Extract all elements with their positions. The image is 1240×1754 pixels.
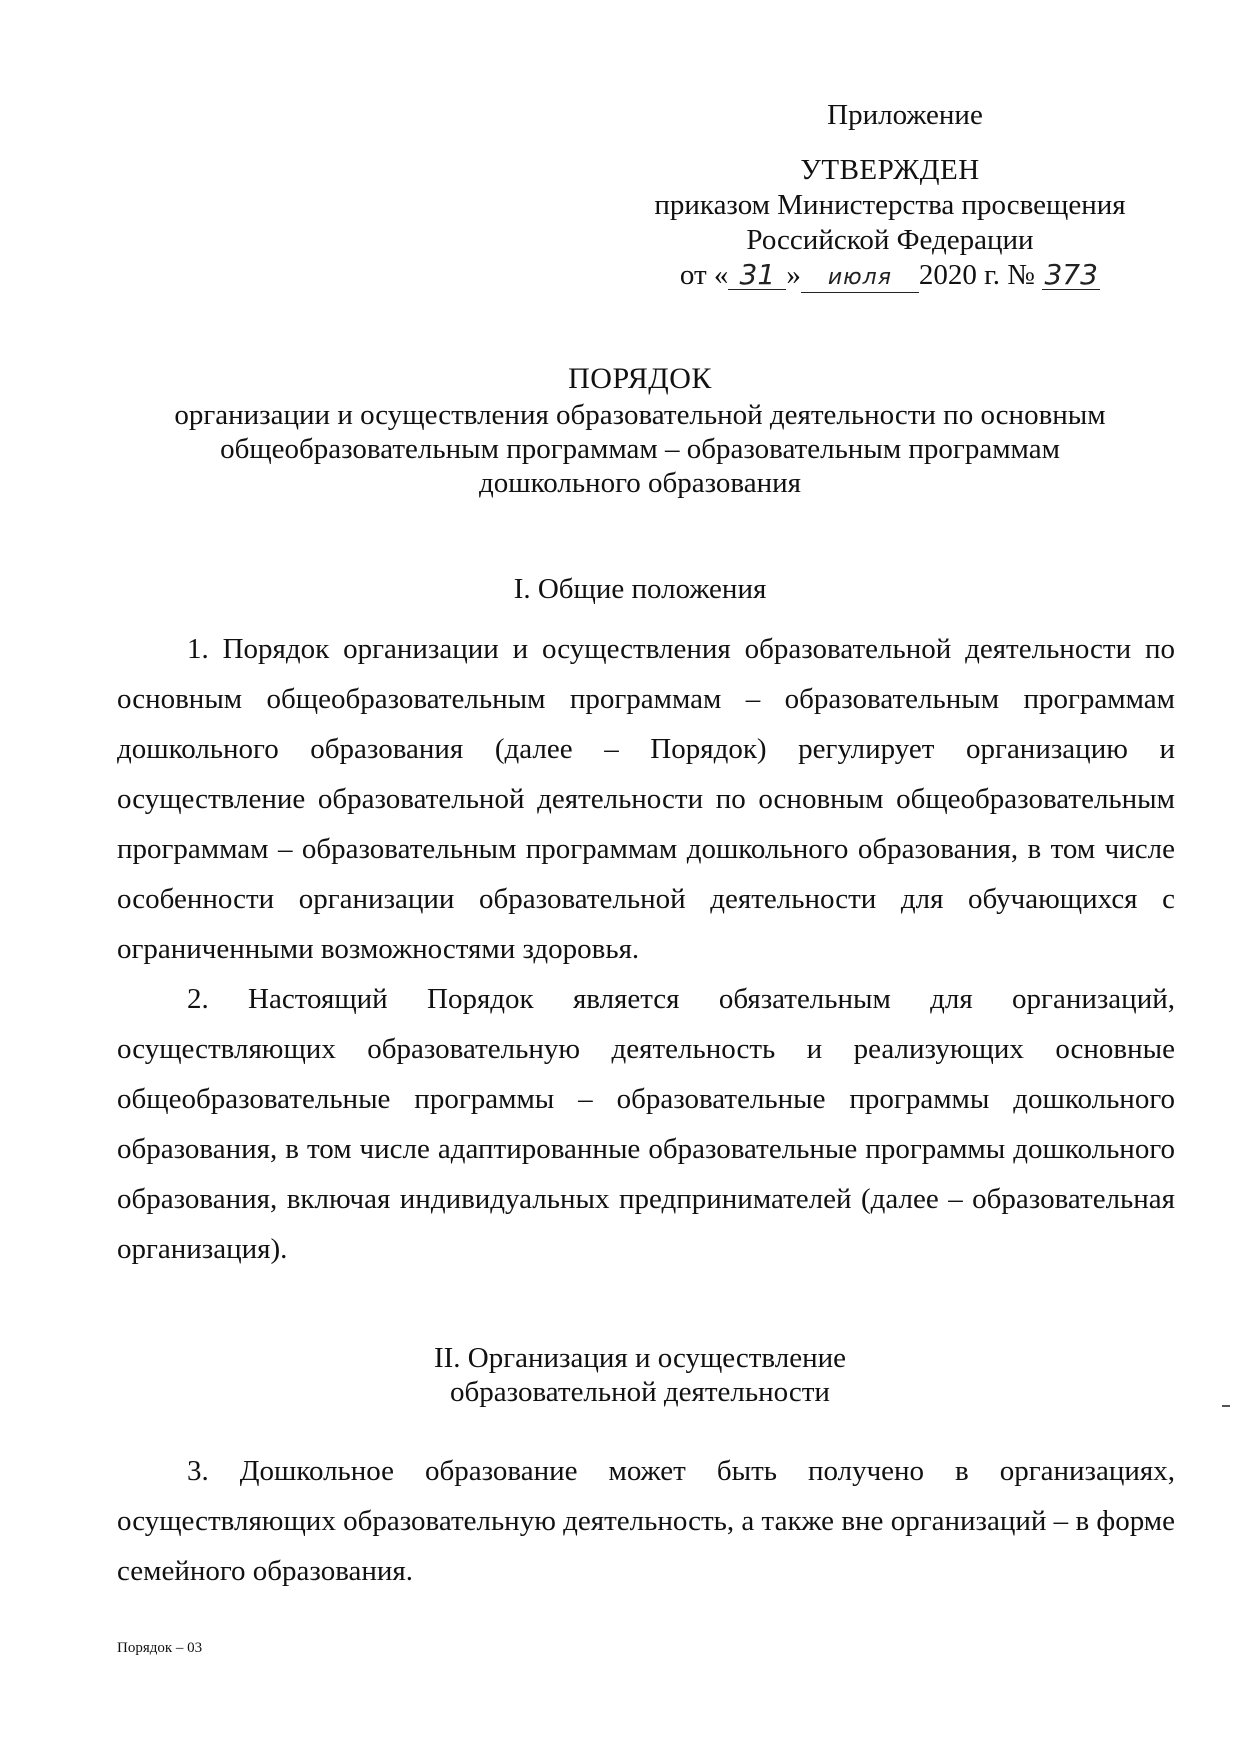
document-title (110, 362, 1170, 500)
section-2-heading (110, 1341, 1170, 1409)
date-prefix: от « (679, 259, 729, 291)
footer-code: Порядок – 03 (117, 1640, 203, 1656)
handwritten-month: июля (801, 264, 919, 293)
handwritten-order-number: 373 (1042, 261, 1100, 290)
title-line-1: организации и осуществления образовательной деятельности по основным (174, 399, 1106, 431)
order-line-2: Российской Федерации (746, 224, 1034, 256)
paragraph-3: 3. Дошкольное образование может быть получено в организациях, осуществляющих образовательную деятельность, а также вне организаций – в форме семейного образования. (117, 1455, 1175, 1587)
handwritten-day: 31 (728, 261, 786, 290)
date-year: 2020 г. № (918, 259, 1035, 291)
section-2-heading-line-1: II. Организация и осуществление (433, 1342, 847, 1374)
section-1-heading: I. Общие положения (513, 573, 767, 605)
paragraph-1: 1. Порядок организации и осуществления образовательной деятельности по основным общеобразовательным программам – образовательным программам дошкольного образования (далее – Порядок) регулирует организацию и осуществление образовательной деятельности по основным общеобразовательным программам – образовательным программам дошкольного образования, в том числе особенности организации образовательной деятельности для обучающихся с ограниченными возможностями здоровья. (117, 633, 1175, 965)
date-mid: » (786, 259, 801, 291)
approved-label: УТВЕРЖДЕН (800, 154, 980, 186)
appendix-label: Приложение (827, 99, 983, 131)
approval-block (630, 98, 1150, 293)
order-line-1: приказом Министерства просвещения (654, 189, 1126, 221)
title-line-2: общеобразовательным программам – образовательным программам (220, 433, 1060, 465)
paragraph-2: 2. Настоящий Порядок является обязательным для организаций, осуществляющих образовательную деятельность и реализующих основные общеобразовательные программы – образовательные программы дошкольного образования, в том числе адаптированные образовательные программы дошкольного образования, включая индивидуальных предпринимателей (далее – образовательная организация). (117, 983, 1175, 1265)
title-main: ПОРЯДОК (568, 362, 712, 395)
section-2-heading-line-2: образовательной деятельности (450, 1376, 830, 1408)
title-line-3: дошкольного образования (479, 467, 801, 499)
order-date-line (630, 258, 1150, 293)
scan-mark (1222, 1405, 1230, 1407)
